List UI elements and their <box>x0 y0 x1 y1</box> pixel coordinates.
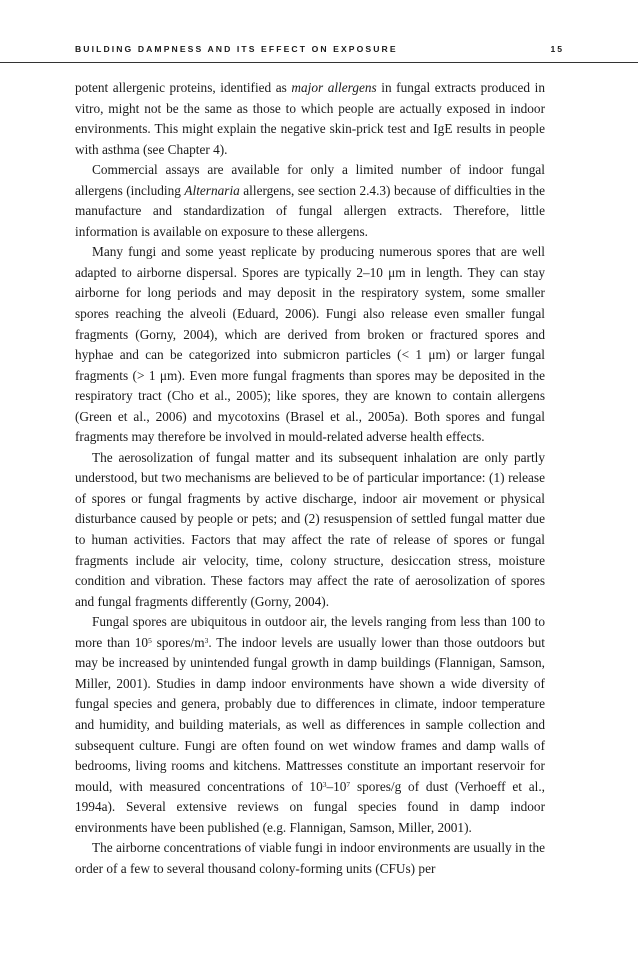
paragraph-1: potent allergenic proteins, identified as major allergens in fungal extracts produced in vitro, might not be the same as those to which people are actually exposed in indoor environments. This might explain the negative skin-prick test and IgE results in people with asthma (see Chapter 4). <box>75 80 545 157</box>
running-header <box>75 44 564 54</box>
paragraph-3: Many fungi and some yeast replicate by producing numerous spores that are well adapted to airborne dispersal. Spores are typically 2–10 μm in length. They can stay airborne for long periods and may deposit in the respiratory system, some smaller spores reaching the alveoli (Eduard, 2006). Fungi also release even smaller fungal fragments (Gorny, 2004), which are derived from broken or fractured spores and hyphae and can be categorized into submicron particles (< 1 μm) or larger fungal fragments (> 1 μm). Even more fungal fragments than spores may be deposited in the respiratory tract (Cho et al., 2005); like spores, they are known to contain allergens (Green et al., 2006) and mycotoxins (Brasel et al., 2005a). Both spores and fungal fragments may therefore be involved in mould-related adverse health effects. <box>75 244 545 445</box>
header-rule <box>0 62 638 63</box>
running-title: BUILDING DAMPNESS AND ITS EFFECT ON EXPOSURE <box>75 44 398 54</box>
superscript: 5 <box>148 635 152 645</box>
superscript: 7 <box>346 779 351 789</box>
emphasis-alternaria: Alternaria <box>184 182 240 198</box>
superscript: 3 <box>204 635 209 645</box>
body-text <box>75 78 545 879</box>
paragraph-4: The aerosolization of fungal matter and its subsequent inhalation are only partly understood, but two mechanisms are believed to be of particular importance: (1) release of spores or fungal fragments by active discharge, indoor air movement or physical disturbance caused by people or pets; and (2) resuspension of settled fungal matter due to human activities. Factors that may affect the rate of release of spores or fungal fragments include air velocity, time, colony structure, desiccation stress, moisture condition and vibration. These factors may affect the rate of aerosolization of spores and fungal fragments differently (Gorny, 2004). <box>75 449 545 609</box>
emphasis-major-allergens: major allergens <box>291 80 377 95</box>
paragraph-6: The airborne concentrations of viable fungi in indoor environments are usually in the order of a few to several thousand colony-forming units (CFUs) per <box>75 840 545 876</box>
superscript: 3 <box>322 779 327 789</box>
paragraph-5: Fungal spores are ubiquitous in outdoor air, the levels ranging from less than 100 to more than $10^5$ spores/$m^3$. The indoor levels are usually lower than those outdoors but may be increased by unintended fungal growth in damp buildings (Flannigan, Samson, Miller, 2001). Studies in damp indoor environments have shown a wide diversity of fungal species and genera, probably due to differences in climate, indoor temperature and humidity, and building materials, as well as differences in sample collection and subsequent culture. Fungi are often found on wet window frames and damp walls of bedrooms, living rooms and kitchens. Mattresses constitute an important reservoir for mould, with measured concentrations of $10^3-10^7$ spores/g of dust (Verhoeff et al., 1994a). Several extensive reviews on fungal species found in damp indoor environments have been published (e.g. Flannigan, Samson, Miller, 2001). <box>75 614 545 835</box>
page-number: 15 <box>550 44 564 54</box>
paragraph-2: Commercial assays are available for only a limited number of indoor fungal allergens (including Alternaria allergens, see section 2.4.3) because of difficulties in the manufacture and standardization of fungal allergen extracts. Therefore, little information is available on exposure to these allergens. <box>75 162 546 239</box>
